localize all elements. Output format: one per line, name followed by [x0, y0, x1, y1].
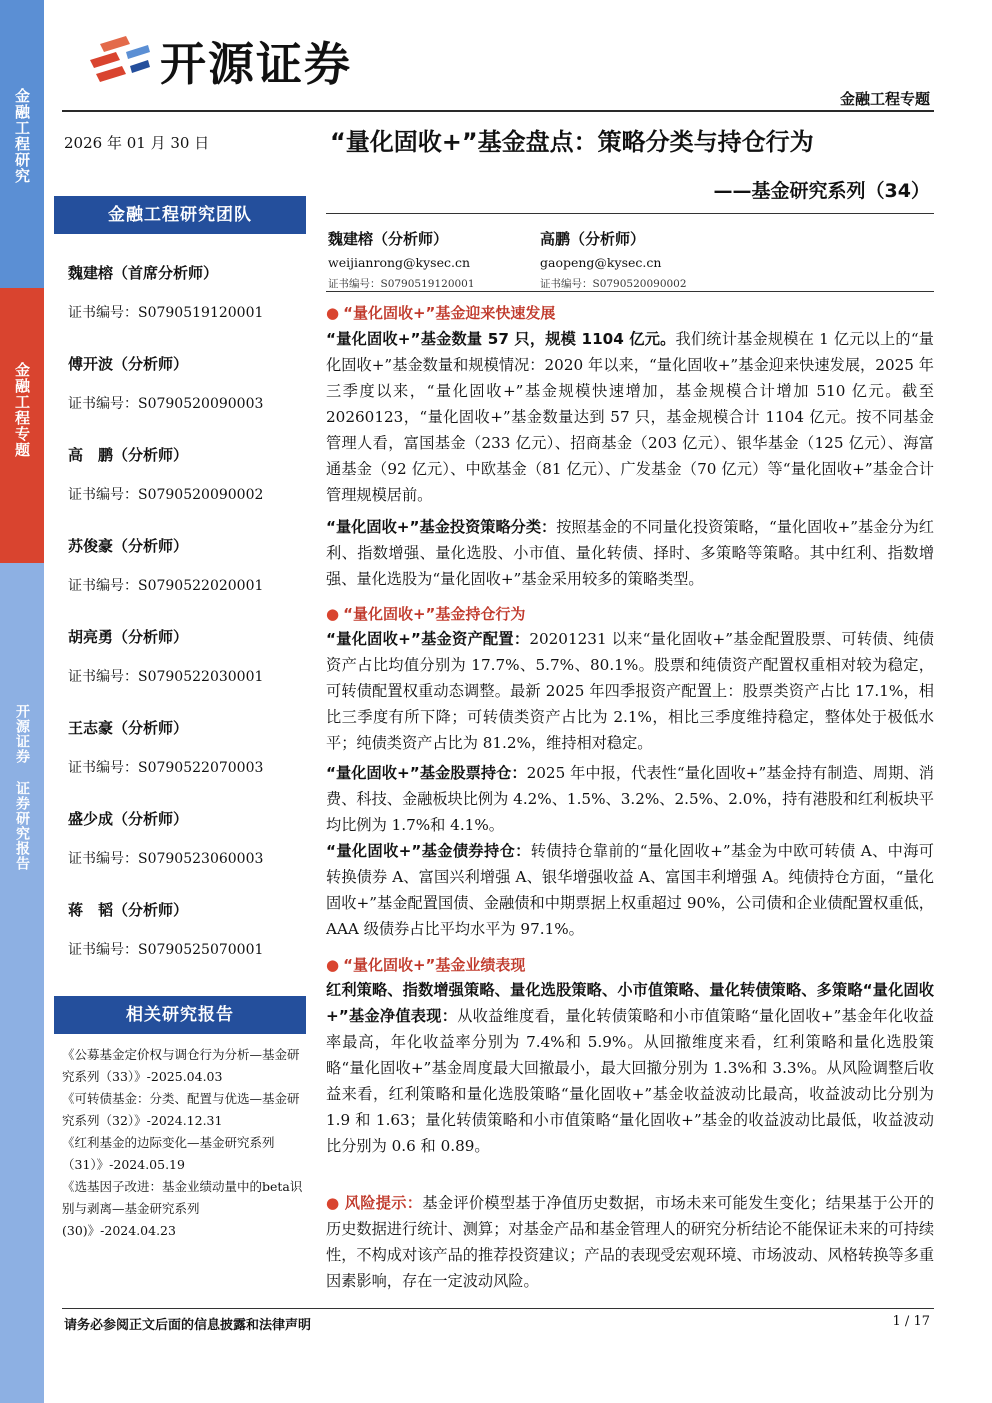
team-member-name: 傅开波（分析师）: [68, 355, 189, 373]
side-banner-bottom: [0, 563, 44, 1403]
related-reports-heading: 相关研究报告: [54, 996, 306, 1034]
side-label-brand: 开源证券 证券研究报告: [14, 704, 30, 871]
team-member-name: 胡亮勇（分析师）: [68, 628, 189, 646]
team-member-cert: 证书编号：S0790519120001: [68, 305, 264, 321]
summary-paragraph: “量化固收+”基金资产配置：20201231 以来“量化固收+”基金配置股票、可转债、纯债资产占比均值分别为 17.7%、5.7%、80.1%。股票和纯债资产配置权重相对较为稳定，可转债配置权重动态调整。最新 2025 年四季报资产配置上：股票类资产占比 17.1%，相比三季度有所下降；可转债类资产占比为 2.1%，相比三季度维持稳定，整体处于极低水平；纯债类资产占比为 81.2%，维持相对稳定。: [326, 630, 934, 752]
author-cert: 证书编号：S0790520090002: [540, 278, 687, 290]
team-member-cert: 证书编号：S0790522020001: [68, 578, 264, 594]
summary-paragraph: “量化固收+”基金数量 57 只，规模 1104 亿元。我们统计基金规模在 1 亿元以上的“量化固收+”基金数量和规模情况：2020 年以来，“量化固收+”基金迎来快速发展，2025 年三季度以来，“量化固收+”基金规模快速增加，基金规模合计增加 510 亿元。截至 20260123，“量化固收+”基金数量达到 57 只，基金规模合计 1104 亿元。按不同基金管理人看，富国基金（233 亿元）、招商基金（203 亿元）、银华基金（125 亿元）、海富通基金（92 亿元）、中欧基金（81 亿元）、广发基金（70 亿元）等“量化固收+”基金合计管理规模居前。: [326, 330, 934, 504]
team-member-cert: 证书编号：S0790525070001: [68, 942, 264, 958]
summary-paragraph: “量化固收+”基金股票持仓：2025 年中报，代表性“量化固收+”基金持有制造、周期、消费、科技、金融板块比例为 4.2%、1.5%、3.2%、2.5%、2.0%，持有港股和红利板块平均比例为 1.7%和 4.1%。: [326, 764, 934, 834]
side-label-research: 金融工程研究: [13, 88, 31, 184]
related-report-link[interactable]: 《公募基金定价权与调仓行为分析—基金研究系列（33）》-2025.04.03: [62, 1047, 300, 1084]
author-name: 高鹏（分析师）: [540, 230, 646, 248]
related-report-link[interactable]: 《可转债基金：分类、配置与优选—基金研究系列（32）》-2024.12.31: [62, 1091, 300, 1128]
bullet-dot-icon: ●: [326, 304, 340, 322]
title-divider: [326, 213, 934, 214]
report-subtitle: ——基金研究系列（34）: [713, 180, 930, 202]
bullet-dot-icon: ●: [326, 956, 340, 974]
side-banner: [0, 0, 44, 1403]
related-reports-list: [62, 1044, 310, 1242]
team-member-cert: 证书编号：S0790520090002: [68, 487, 264, 503]
author-name: 魏建榕（分析师）: [328, 230, 449, 248]
team-member-cert: 证书编号：S0790522070003: [68, 760, 264, 776]
team-member-name: 王志豪（分析师）: [68, 719, 189, 737]
team-member-cert: 证书编号：S0790523060003: [68, 851, 264, 867]
summary-paragraph: “量化固收+”基金投资策略分类：按照基金的不同量化投资策略，“量化固收+”基金分为红利、指数增强、量化选股、小市值、量化转债、择时、多策略等策略。其中红利、指数增强、量化选股为“量化固收+”基金采用较多的策略类型。: [326, 518, 934, 588]
summary-paragraph: 红利策略、指数增强策略、量化选股策略、小市值策略、量化转债策略、多策略“量化固收+”基金净值表现：从收益维度看，量化转债策略和小市值策略“量化固收+”基金年化收益率最高，年化收益率分别为 7.4%和 5.9%。从回撤维度来看，红利策略和量化选股策略“量化固收+”基金周度最大回撤最小，最大回撤分别为 1.3%和 3.3%。从风险调整后收益来看，红利策略和量化选股策略“量化固收+”基金收益波动比最高，收益波动比分别为 1.9 和 1.63；量化转债策略和小市值策略“量化固收+”基金的收益波动比最低，收益波动比分别为 0.6 和 0.89。: [326, 981, 934, 1155]
disclaimer-note: 请务必参阅正文后面的信息披露和法律声明: [64, 1318, 312, 1333]
header-divider: [62, 110, 934, 112]
kysec-logo-icon: [86, 30, 150, 82]
section-heading: ● “量化固收+”基金业绩表现: [326, 956, 526, 974]
bullet-dot-icon: ●: [326, 605, 340, 623]
footer-divider: [62, 1308, 934, 1309]
page-number: 1 / 17: [892, 1314, 930, 1329]
author-cert: 证书编号：S0790519120001: [328, 278, 475, 290]
team-member-cert: 证书编号：S0790520090003: [68, 396, 264, 412]
brand-name: 开源证券: [160, 37, 352, 91]
team-member-name: 盛少成（分析师）: [68, 810, 189, 828]
side-label-topic: 金融工程专题: [13, 362, 31, 458]
risk-warning: ● 风险提示：基金评价模型基于净值历史数据，市场未来可能发生变化；结果基于公开的历史数据进行统计、测算；对基金产品和基金管理人的研究分析结论不能保证未来的可持续性，不构成对该产品的推荐投资建议；产品的表现受宏观环境、市场波动、风格转换等多重因素影响，存在一定波动风险。: [326, 1194, 935, 1290]
team-member-name: 苏俊豪（分析师）: [68, 537, 189, 555]
team-member-name: 蒋 韬（分析师）: [68, 901, 189, 919]
section-heading: ● “量化固收+”基金迎来快速发展: [326, 304, 556, 322]
related-report-link[interactable]: 《选基因子改进：基金业绩动量中的beta识别与剥离—基金研究系列(30)》-2024.04.23: [62, 1179, 303, 1238]
team-member-cert: 证书编号：S0790522030001: [68, 669, 264, 685]
related-report-link[interactable]: 《红利基金的边际变化—基金研究系列（31）》-2024.05.19: [62, 1135, 275, 1172]
team-member-name: 高 鹏（分析师）: [68, 446, 189, 464]
bullet-dot-icon: ●: [326, 1194, 340, 1212]
author-email: gaopeng@kysec.cn: [540, 255, 662, 270]
section-heading: ● “量化固收+”基金持仓行为: [326, 605, 526, 623]
team-member-name: 魏建榕（首席分析师）: [68, 264, 219, 282]
author-divider: [326, 291, 934, 292]
team-heading: 金融工程研究团队: [54, 196, 306, 234]
summary-paragraph: “量化固收+”基金债券持仓：转债持仓靠前的“量化固收+”基金为中欧可转债 A、中海可转换债券 A、富国兴利增强 A、银华增强收益 A、富国丰利增强 A。纯债持仓方面，“量化固收+”基金配置国债、金融债和中期票据上权重超过 90%，公司债和企业债配置权重低，AAA 级债券占比平均水平为 97.1%。: [326, 842, 934, 938]
report-category: 金融工程专题: [839, 90, 930, 108]
report-title: “量化固收+”基金盘点：策略分类与持仓行为: [330, 128, 814, 156]
author-email: weijianrong@kysec.cn: [328, 255, 470, 270]
report-date: 2026 年 01 月 30 日: [64, 134, 210, 152]
